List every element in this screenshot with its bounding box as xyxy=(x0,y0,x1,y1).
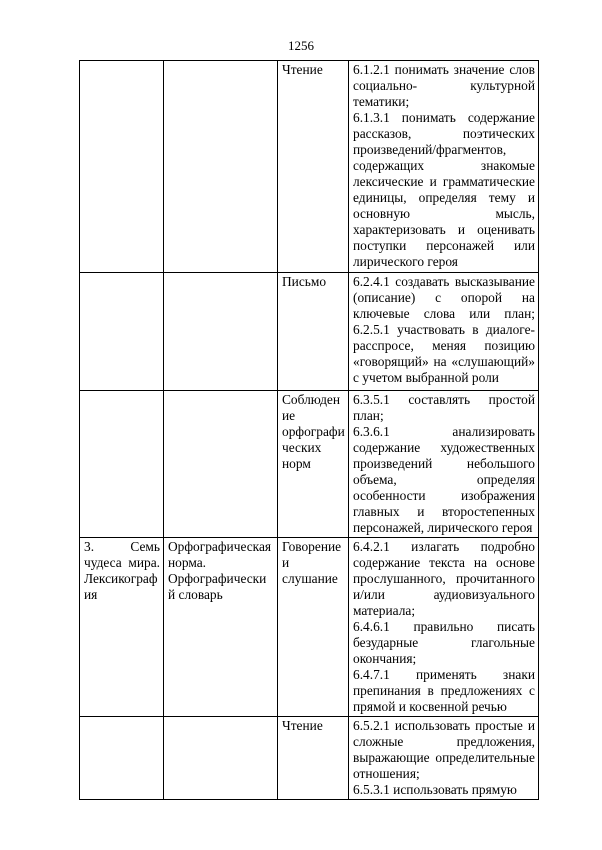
text-line: Чтение xyxy=(282,718,323,733)
text-line: содержание художественных xyxy=(353,440,535,455)
text-line: с учетом выбранной роли xyxy=(353,370,499,385)
text-line: отношения; xyxy=(353,766,420,781)
topic-cell xyxy=(80,538,164,717)
text-line: единицы, определяя тему и xyxy=(353,190,535,205)
text-line: орфографи xyxy=(282,424,345,439)
text-line: Письмо xyxy=(282,274,327,289)
skill-cell xyxy=(278,61,349,273)
text-line: 6.4.7.1 применять знаки xyxy=(353,667,535,682)
text-line: 6.4.2.1 излагать подробно xyxy=(353,539,535,554)
page-number: 1256 xyxy=(288,38,314,53)
text-line: 6.5.3.1 использовать прямую xyxy=(353,782,517,797)
text-line: характеризовать и оценивать xyxy=(353,222,535,237)
skill-cell xyxy=(278,717,349,800)
text-line: прослушанного, прочитанного xyxy=(353,571,535,586)
text-line: 6.1.2.1 понимать значение слов xyxy=(353,62,535,77)
text-line: сложные предложения, xyxy=(353,734,535,749)
text-line: содержание текста на основе xyxy=(353,555,535,570)
topic-cell xyxy=(80,717,164,800)
text-line: и/или аудиовизуального xyxy=(353,587,535,602)
table-row xyxy=(80,391,539,538)
text-line: Орфографически xyxy=(168,571,267,586)
text-line: норма. xyxy=(168,555,207,570)
text-line: поступки персонажей или xyxy=(353,238,535,253)
goals-cell xyxy=(349,391,539,538)
text-line: Говорение xyxy=(282,539,342,554)
text-line: произведений/фрагментов, xyxy=(353,142,507,157)
text-line: лексические и грамматические xyxy=(353,174,535,189)
text-line: социально- культурной xyxy=(353,78,535,93)
text-line: й словарь xyxy=(168,587,223,602)
goals-cell xyxy=(349,717,539,800)
table-row xyxy=(80,538,539,717)
text-line: основную мысль, xyxy=(353,206,535,221)
skill-cell xyxy=(278,538,349,717)
text-line: материала; xyxy=(353,603,416,618)
text-line: «говорящий» на «слушающий» xyxy=(353,354,535,369)
goals-cell xyxy=(349,61,539,273)
curriculum-table xyxy=(79,60,539,800)
text-line: безударные глагольные xyxy=(353,635,535,650)
text-line: ия xyxy=(84,587,98,602)
text-line: персонажей, лирического героя xyxy=(353,520,533,535)
goals-cell xyxy=(349,538,539,717)
text-line: расспросе, меняя позицию xyxy=(353,338,535,353)
subtopic-cell xyxy=(164,391,278,538)
table-row xyxy=(80,717,539,800)
text-line: главных и второстепенных xyxy=(353,504,535,519)
text-line: 6.1.3.1 понимать содержание xyxy=(353,110,535,125)
text-line: ческих xyxy=(282,440,322,455)
text-line: произведений небольшого xyxy=(353,456,535,471)
text-line: особенности изображения xyxy=(353,488,535,503)
skill-cell xyxy=(278,391,349,538)
text-line: (описание) с опорой на xyxy=(353,290,535,305)
subtopic-cell xyxy=(164,538,278,717)
text-line: 6.2.4.1 создавать высказывание xyxy=(353,274,535,289)
subtopic-cell xyxy=(164,61,278,273)
text-line: 3. Семь xyxy=(84,539,160,554)
table-row xyxy=(80,61,539,273)
text-line: план; xyxy=(353,408,384,423)
text-line: Чтение xyxy=(282,62,323,77)
text-line: лирического героя xyxy=(353,254,458,269)
text-line: препинания в предложениях с xyxy=(353,683,535,698)
text-line: чудеса мира. xyxy=(84,555,160,570)
subtopic-cell xyxy=(164,717,278,800)
text-line: Орфографическая xyxy=(168,539,272,554)
text-line: выражающие определительные xyxy=(353,750,535,765)
text-line: Соблюден xyxy=(282,392,341,407)
text-line: прямой и косвенной речью xyxy=(353,699,507,714)
text-line: 6.3.5.1 составлять простой xyxy=(353,392,535,407)
text-line: окончания; xyxy=(353,651,417,666)
topic-cell xyxy=(80,61,164,273)
text-line: норм xyxy=(282,456,311,471)
text-line: объема, определяя xyxy=(353,472,535,487)
text-line: ие xyxy=(282,408,296,423)
text-line: тематики; xyxy=(353,94,410,109)
text-line: слушание xyxy=(282,571,338,586)
text-line: ключевые слова или план; xyxy=(353,306,535,321)
topic-cell xyxy=(80,391,164,538)
table-row xyxy=(80,273,539,391)
text-line: 6.3.6.1 анализировать xyxy=(353,424,535,439)
text-line: и xyxy=(282,555,290,570)
text-line: 6.2.5.1 участвовать в диалоге- xyxy=(353,322,535,337)
skill-cell xyxy=(278,273,349,391)
subtopic-cell xyxy=(164,273,278,391)
topic-cell xyxy=(80,273,164,391)
text-line: Лексикограф xyxy=(84,571,158,586)
text-line: 6.4.6.1 правильно писать xyxy=(353,619,535,634)
text-line: 6.5.2.1 использовать простые и xyxy=(353,718,535,733)
text-line: содержащих знакомые xyxy=(353,158,535,173)
text-line: рассказов, поэтических xyxy=(353,126,535,141)
goals-cell xyxy=(349,273,539,391)
